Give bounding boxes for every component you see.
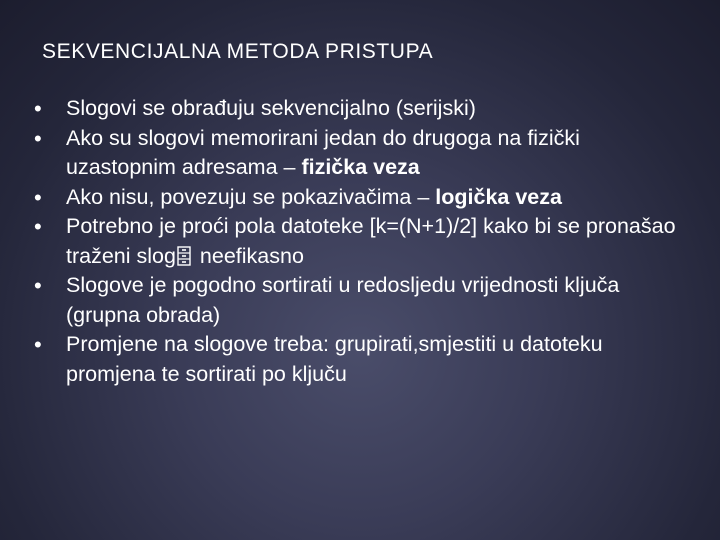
bullet-text: neefikasno xyxy=(193,243,304,268)
bullet-text: Ako su slogovi memorirani jedan do drugoga na fizički uzastopnim adresama – xyxy=(66,125,580,179)
bullet-dot: • xyxy=(34,184,42,210)
slide-title: SEKVENCIJALNA METODA PRISTUPA xyxy=(42,40,434,63)
list-item xyxy=(34,124,678,183)
file-cabinet-icon xyxy=(177,246,191,266)
list-item xyxy=(34,94,678,124)
bullet-dot: • xyxy=(34,125,42,151)
bullet-text: Potrebno je proći pola datoteke [k=(N+1)/2] kako bi se pronašao traženi slog xyxy=(66,214,676,268)
list-item xyxy=(34,183,678,213)
bullet-bold-term: logička veza xyxy=(435,184,562,209)
bullet-text: Promjene na slogove treba: grupirati,smjestiti u datoteku promjena te sortirati po ključu xyxy=(66,332,603,386)
bullet-dot: • xyxy=(34,332,42,357)
list-item xyxy=(34,271,678,330)
list-item xyxy=(34,330,678,389)
bullet-text: Slogovi se obrađuju sekvencijalno (serijski) xyxy=(66,96,476,120)
bullet-dot: • xyxy=(34,273,42,298)
bullet-bold-term: fizička veza xyxy=(301,155,420,179)
bullet-text: Slogove je pogodno sortirati u redosljedu vrijednosti ključa (grupna obrada) xyxy=(66,273,620,327)
bullet-dot: • xyxy=(34,96,42,121)
bullet-dot: • xyxy=(34,214,42,239)
bullet-list xyxy=(34,94,678,389)
list-item xyxy=(34,212,678,271)
bullet-text: Ako nisu, povezuju se pokazivačima – xyxy=(66,184,436,209)
